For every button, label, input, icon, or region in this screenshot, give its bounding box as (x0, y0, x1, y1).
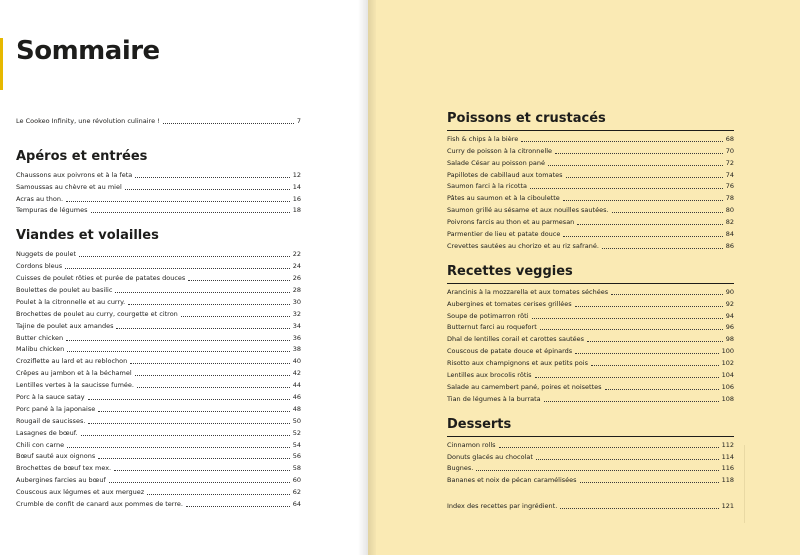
dot-leader (88, 399, 290, 400)
toc-entry (447, 180, 734, 192)
toc-entry-label: Arancinis à la mozzarella et aux tomates séchées (447, 287, 609, 296)
dot-leader (181, 316, 290, 317)
toc-entry-page: 76 (725, 182, 734, 191)
toc-entry (16, 204, 301, 216)
toc-entry (16, 402, 301, 414)
toc-entry-page: 114 (721, 452, 734, 461)
dot-leader (66, 201, 290, 202)
toc-entry-label: Chaussons aux poivrons et à la feta (16, 170, 133, 179)
toc-entry (447, 285, 734, 297)
toc-entry-label: Bananes et noix de pécan caramélisées (447, 476, 577, 485)
yellow-margin-mark (0, 38, 3, 90)
toc-entry-label: Poivrons farcis au thon et au parmesan (447, 218, 575, 227)
toc-entry (16, 343, 301, 355)
toc-entry-page: 80 (725, 206, 734, 215)
toc-entry (16, 192, 301, 204)
toc-entry (16, 319, 301, 331)
dot-leader (560, 508, 718, 509)
toc-entry-label: Crevettes sautées au chorizo et au riz safrané. (447, 241, 599, 250)
toc-entry-label: Papillotes de cabillaud aux tomates (447, 170, 563, 179)
toc-entry (447, 450, 734, 462)
toc-entry-page: 26 (292, 274, 301, 283)
dot-leader (563, 200, 723, 201)
toc-entry (16, 390, 301, 402)
toc-entry-label: Risotto aux champignons et aux petits pois (447, 359, 588, 368)
toc-entry-label: Aubergines farcies au bœuf (16, 476, 106, 485)
dot-leader (88, 423, 289, 424)
toc-entry-page: 94 (725, 311, 734, 320)
toc-entry (447, 309, 734, 321)
dot-leader (66, 340, 290, 341)
toc-entry-label: Saumon grillé au sésame et aux nouilles sautées. (447, 206, 609, 215)
dot-leader (163, 123, 294, 124)
toc-entry-page: 40 (292, 357, 301, 366)
toc-entry (16, 271, 301, 283)
toc-entry-label: Tian de légumes à la burrata (447, 394, 541, 403)
toc-entry-label: Lasagnes de bœuf. (16, 428, 78, 437)
dot-leader (544, 401, 719, 402)
dot-leader (566, 177, 723, 178)
toc-entry (447, 215, 734, 227)
toc-entry (447, 332, 734, 344)
toc-entry (16, 307, 301, 319)
dot-leader (115, 292, 289, 293)
toc-entry (16, 497, 301, 509)
toc-entry-label: Butter chicken (16, 333, 64, 342)
toc-entry (447, 380, 734, 392)
dot-leader (114, 470, 290, 471)
toc-entry-page: 50 (292, 416, 301, 425)
toc-entry-page: 46 (292, 393, 301, 402)
toc-entry (16, 354, 301, 366)
section-heading: Recettes veggies (447, 263, 573, 279)
toc-entry-page: 102 (721, 359, 734, 368)
toc-entry-label: Crumble de confit de canard aux pommes de terre. (16, 500, 183, 509)
dot-leader (587, 341, 723, 342)
toc-entry-label: Soupe de potimarron rôti (447, 311, 529, 320)
toc-entry-page: 54 (292, 440, 301, 449)
toc-entry (16, 247, 301, 259)
toc-right-column (447, 111, 734, 511)
dot-leader (499, 447, 719, 448)
toc-entry-label: Salade au camembert pané, poires et noisettes (447, 382, 602, 391)
toc-entry-label: Aubergines et tomates cerises grillées (447, 299, 572, 308)
dot-leader (612, 212, 723, 213)
toc-entry-page: 56 (292, 452, 301, 461)
toc-entry-label: Poulet à la citronnelle et au curry. (16, 297, 126, 306)
toc-entry-page: 62 (292, 488, 301, 497)
toc-entry-page: 44 (292, 381, 301, 390)
toc-entry-page: 24 (292, 262, 301, 271)
toc-entry (447, 227, 734, 239)
toc-entry-label: Cinnamon rolls (447, 440, 496, 449)
toc-entry-page: 32 (292, 309, 301, 318)
toc-entry-page: 60 (292, 476, 301, 485)
page-title: Sommaire (16, 36, 160, 66)
toc-entry-label: Malibu chicken (16, 345, 65, 354)
toc-entry-label: Bugnes. (447, 464, 474, 473)
toc-entry-label: Bœuf sauté aux oignons (16, 452, 96, 461)
toc-entry (16, 473, 301, 485)
section-rule (447, 130, 734, 131)
dot-leader (116, 328, 289, 329)
dot-leader (591, 365, 719, 366)
toc-entry (447, 203, 734, 215)
toc-entry (447, 356, 734, 368)
toc-entry-page: 28 (292, 286, 301, 295)
page-edge-line (744, 445, 745, 523)
toc-entry-label: Le Cookeo Infinity, une révolution culinaire ! (16, 116, 160, 125)
toc-entry-label: Lentilles vertes à la saucisse fumée. (16, 381, 134, 390)
dot-leader (135, 177, 289, 178)
toc-entry-page: 112 (721, 440, 734, 449)
toc-entry-page: 108 (721, 394, 734, 403)
toc-entry (447, 144, 734, 156)
toc-entry-label: Couscous aux légumes et aux merguez (16, 488, 145, 497)
toc-entry (447, 438, 734, 450)
toc-entry (447, 191, 734, 203)
dot-leader (476, 470, 718, 471)
toc-entry-page: 7 (296, 116, 301, 125)
toc-entry-label: Pâtes au saumon et à la ciboulette (447, 194, 560, 203)
toc-entry-page: 104 (721, 371, 734, 380)
toc-entry-page: 36 (292, 333, 301, 342)
toc-entry-label: Donuts glacés au chocolat (447, 452, 533, 461)
toc-entry-label: Crêpes au jambon et à la béchamel (16, 369, 132, 378)
dot-leader (135, 375, 290, 376)
toc-entry-label: Tempuras de légumes (16, 206, 88, 215)
toc-entry-label: Croziflette au lard et au reblochon (16, 357, 128, 366)
toc-entry-page: 34 (292, 321, 301, 330)
toc-entry (16, 450, 301, 462)
toc-entry-label: Cordons bleus (16, 262, 63, 271)
toc-entry-label: Porc pané à la japonaise (16, 404, 96, 413)
toc-entry (16, 168, 301, 180)
toc-entry-page: 121 (721, 502, 734, 511)
toc-entry (16, 378, 301, 390)
dot-leader (137, 387, 290, 388)
toc-entry-page: 70 (725, 146, 734, 155)
toc-entry-page: 48 (292, 404, 301, 413)
dot-leader (548, 165, 723, 166)
toc-entry-label: Boulettes de poulet au basilic (16, 286, 113, 295)
section-rule (447, 436, 734, 437)
toc-entry (447, 368, 734, 380)
toc-entry (447, 132, 734, 144)
dot-leader (605, 389, 719, 390)
dot-leader (535, 377, 719, 378)
toc-entry-label: Curry de poisson à la citronnelle (447, 146, 553, 155)
toc-entry-label: Brochettes de poulet au curry, courgette et citron (16, 309, 178, 318)
dot-leader (67, 447, 290, 448)
toc-entry-page: 22 (292, 250, 301, 259)
toc-entry (16, 259, 301, 271)
toc-entry-page: 78 (725, 194, 734, 203)
dot-leader (602, 248, 723, 249)
toc-entry (16, 283, 301, 295)
toc-entry (16, 485, 301, 497)
dot-leader (128, 304, 290, 305)
toc-entry-label: Nuggets de poulet (16, 250, 77, 259)
toc-entry-label: Couscous de patate douce et épinards (447, 347, 573, 356)
dot-leader (577, 224, 722, 225)
toc-entry (16, 426, 301, 438)
dot-leader (532, 318, 723, 319)
section-heading: Viandes et volailles (16, 228, 159, 244)
dot-leader (67, 351, 289, 352)
toc-entry-page: 90 (725, 287, 734, 296)
toc-entry (16, 331, 301, 343)
toc-entry-label: Porc à la sauce satay (16, 393, 85, 402)
dot-leader (575, 306, 723, 307)
toc-entry-page: 52 (292, 428, 301, 437)
toc-entry-page: 84 (725, 230, 734, 239)
toc-entry-label: Brochettes de bœuf tex mex. (16, 464, 112, 473)
toc-entry-label: Cuisses de poulet rôties et purée de patates douces (16, 274, 186, 283)
toc-entry-page: 12 (292, 170, 301, 179)
toc-entry-page: 16 (292, 194, 301, 203)
dot-leader (536, 459, 719, 460)
toc-entry-label: Samoussas au chèvre et au miel (16, 182, 122, 191)
toc-entry-label: Butternut farci au roquefort (447, 323, 537, 332)
toc-entry-page: 14 (292, 182, 301, 191)
toc-entry (16, 180, 301, 192)
dot-leader (611, 294, 723, 295)
dot-leader (125, 189, 290, 190)
toc-entry-page: 118 (721, 476, 734, 485)
section-heading: Poissons et crustacés (447, 111, 606, 126)
toc-entry-page: 30 (292, 297, 301, 306)
dot-leader (109, 482, 290, 483)
toc-entry (447, 344, 734, 356)
section-heading: Apéros et entrées (16, 148, 148, 164)
toc-entry-index (447, 499, 734, 511)
dot-leader (147, 494, 290, 495)
dot-leader (65, 268, 290, 269)
toc-entry-label: Fish & chips à la bière (447, 134, 519, 143)
toc-entry-label: Chili con carne (16, 440, 65, 449)
toc-entry-label: Saumon farci à la ricotta (447, 182, 527, 191)
toc-entry-label: Rougail de saucisses. (16, 416, 86, 425)
toc-entry (447, 473, 734, 485)
toc-entry-label: Tajine de poulet aux amandes (16, 321, 114, 330)
toc-entry (447, 239, 734, 251)
dot-leader (98, 411, 290, 412)
toc-entry-label: Salade César au poisson pané (447, 158, 545, 167)
dot-leader (540, 329, 723, 330)
toc-entry (447, 297, 734, 309)
toc-entry-page: 92 (725, 299, 734, 308)
toc-entry-page: 42 (292, 369, 301, 378)
section-rule (447, 283, 734, 284)
dot-leader (130, 363, 289, 364)
dot-leader (563, 236, 722, 237)
dot-leader (521, 141, 722, 142)
dot-leader (575, 353, 718, 354)
toc-entry-intro (16, 114, 301, 126)
dot-leader (91, 212, 290, 213)
toc-entry-page: 86 (725, 241, 734, 250)
dot-leader (555, 153, 723, 154)
dot-leader (98, 458, 290, 459)
toc-entry-page: 100 (721, 347, 734, 356)
toc-entry-page: 106 (721, 382, 734, 391)
toc-entry-page: 98 (725, 335, 734, 344)
toc-entry-page: 64 (292, 500, 301, 509)
dot-leader (186, 506, 290, 507)
toc-entry-page: 38 (292, 345, 301, 354)
dot-leader (81, 435, 290, 436)
toc-entry-page: 18 (292, 206, 301, 215)
toc-entry-label: Acras au thon. (16, 194, 64, 203)
toc-entry-label: Lentilles aux brocolis rôtis (447, 371, 532, 380)
toc-entry-page: 96 (725, 323, 734, 332)
toc-entry-page: 116 (721, 464, 734, 473)
toc-entry (16, 295, 301, 307)
dot-leader (530, 188, 723, 189)
toc-entry (16, 438, 301, 450)
toc-entry (16, 461, 301, 473)
toc-entry (447, 462, 734, 474)
toc-entry (16, 366, 301, 378)
toc-entry-page: 58 (292, 464, 301, 473)
toc-entry-page: 72 (725, 158, 734, 167)
toc-entry-label: Parmentier de lieu et patate douce (447, 230, 561, 239)
toc-entry-page: 82 (725, 218, 734, 227)
dot-leader (79, 256, 290, 257)
toc-entry (447, 156, 734, 168)
toc-entry-label: Index des recettes par ingrédient. (447, 502, 558, 511)
section-heading: Desserts (447, 416, 512, 432)
toc-entry-page: 74 (725, 170, 734, 179)
toc-entry (447, 392, 734, 404)
toc-entry-page: 68 (725, 134, 734, 143)
toc-entry (447, 168, 734, 180)
dot-leader (580, 482, 719, 483)
toc-entry-label: Dhal de lentilles corail et carottes sautées (447, 335, 585, 344)
dot-leader (188, 280, 289, 281)
toc-entry (447, 321, 734, 333)
toc-left-column (16, 114, 301, 509)
toc-entry (16, 414, 301, 426)
